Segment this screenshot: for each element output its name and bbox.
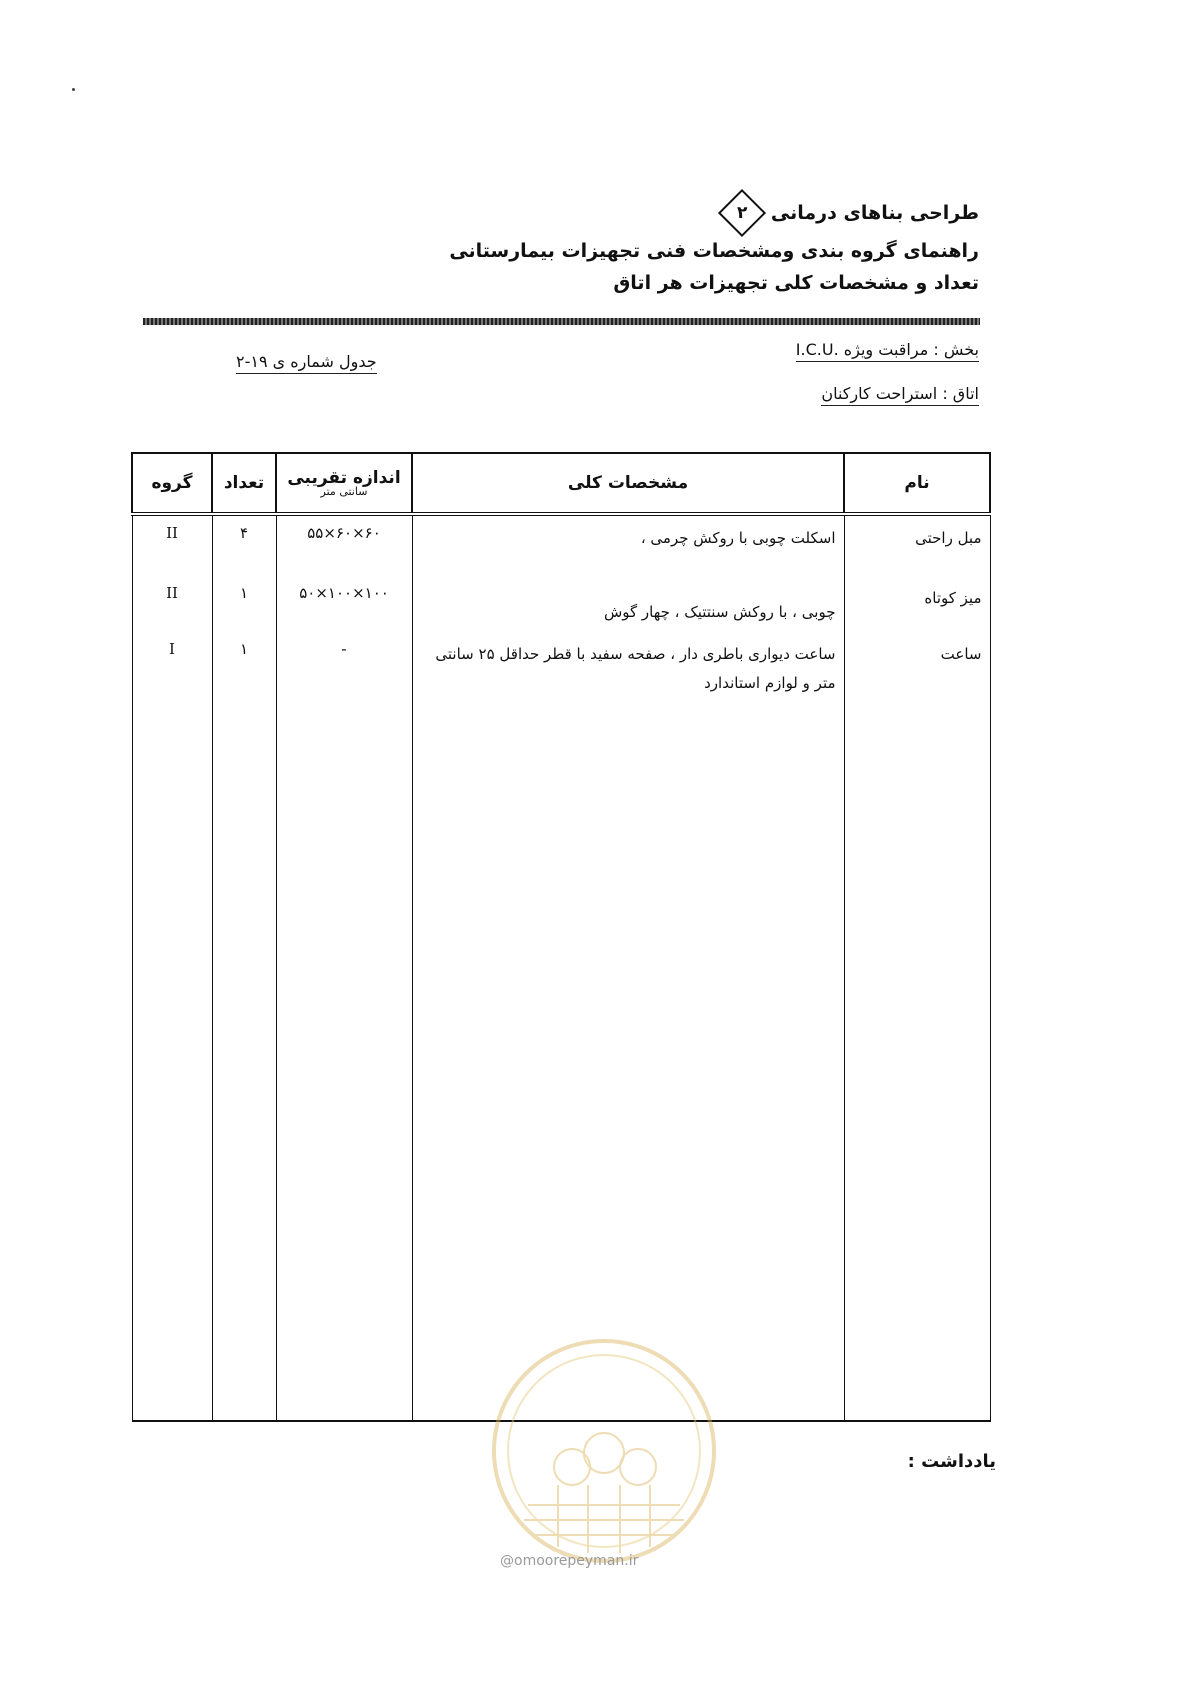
cell-name: میز کوتاه (844, 576, 990, 632)
header-line-2: راهنمای گروه بندی ومشخصات فنی تجهیزات بیمارستانی (449, 240, 979, 262)
chapter-badge (718, 189, 766, 237)
cell-count: ۱ (212, 632, 276, 1421)
header-rule (143, 318, 980, 325)
cell-specs: اسکلت چوبی با روکش چرمی ، (412, 514, 844, 576)
cell-group: I (132, 632, 212, 1421)
cell-size: - (276, 632, 412, 1421)
header-line-3: تعداد و مشخصات کلی تجهیزات هر اتاق (613, 272, 979, 294)
table-number: جدول شماره ی ۱۹-۲ (236, 352, 377, 374)
header-line-1: طراحی بناهای درمانی (770, 202, 979, 224)
header-title (219, 196, 979, 230)
department-label: بخش : مراقبت ویژه .I.C.U (796, 340, 979, 362)
cell-name: مبل راحتی (844, 514, 990, 576)
cell-name: ساعت (844, 632, 990, 1421)
room-label: اتاق : استراحت کارکنان (821, 384, 979, 406)
watermark-logo-icon (488, 1335, 720, 1567)
cell-group: II (132, 576, 212, 632)
watermark-url: @omoorepeyman.ir (500, 1553, 639, 1569)
table-row (132, 514, 990, 576)
cell-size: ۶۰×۶۰×۵۵ (276, 514, 412, 576)
table-row (132, 632, 990, 1421)
cell-count: ۱ (212, 576, 276, 632)
header-size-unit: سانتی متر (320, 485, 368, 498)
scan-speck (72, 88, 75, 91)
header-count: تعداد (212, 453, 276, 514)
header-name: نام (844, 453, 990, 514)
table-row (132, 576, 990, 632)
header-size-label: اندازه تقریبی (287, 468, 401, 488)
header-group: گروه (132, 453, 212, 514)
meta-info (796, 340, 979, 428)
equipment-table (133, 452, 991, 1422)
note-label: یادداشت : (907, 1451, 996, 1472)
cell-size: ۱۰۰×۱۰۰×۵۰ (276, 576, 412, 632)
header-size (276, 453, 412, 514)
header-specs: مشخصات کلی (412, 453, 844, 514)
cell-specs: چوبی ، با روکش سنتتیک ، چهار گوش (412, 576, 844, 632)
cell-count: ۴ (212, 514, 276, 576)
cell-group: II (132, 514, 212, 576)
chapter-number: ۲ (736, 203, 748, 224)
document-header (219, 196, 979, 294)
cell-specs: ساعت دیواری باطری دار ، صفحه سفید با قطر حداقل ۲۵ سانتی متر و لوازم استاندارد (412, 632, 844, 1421)
